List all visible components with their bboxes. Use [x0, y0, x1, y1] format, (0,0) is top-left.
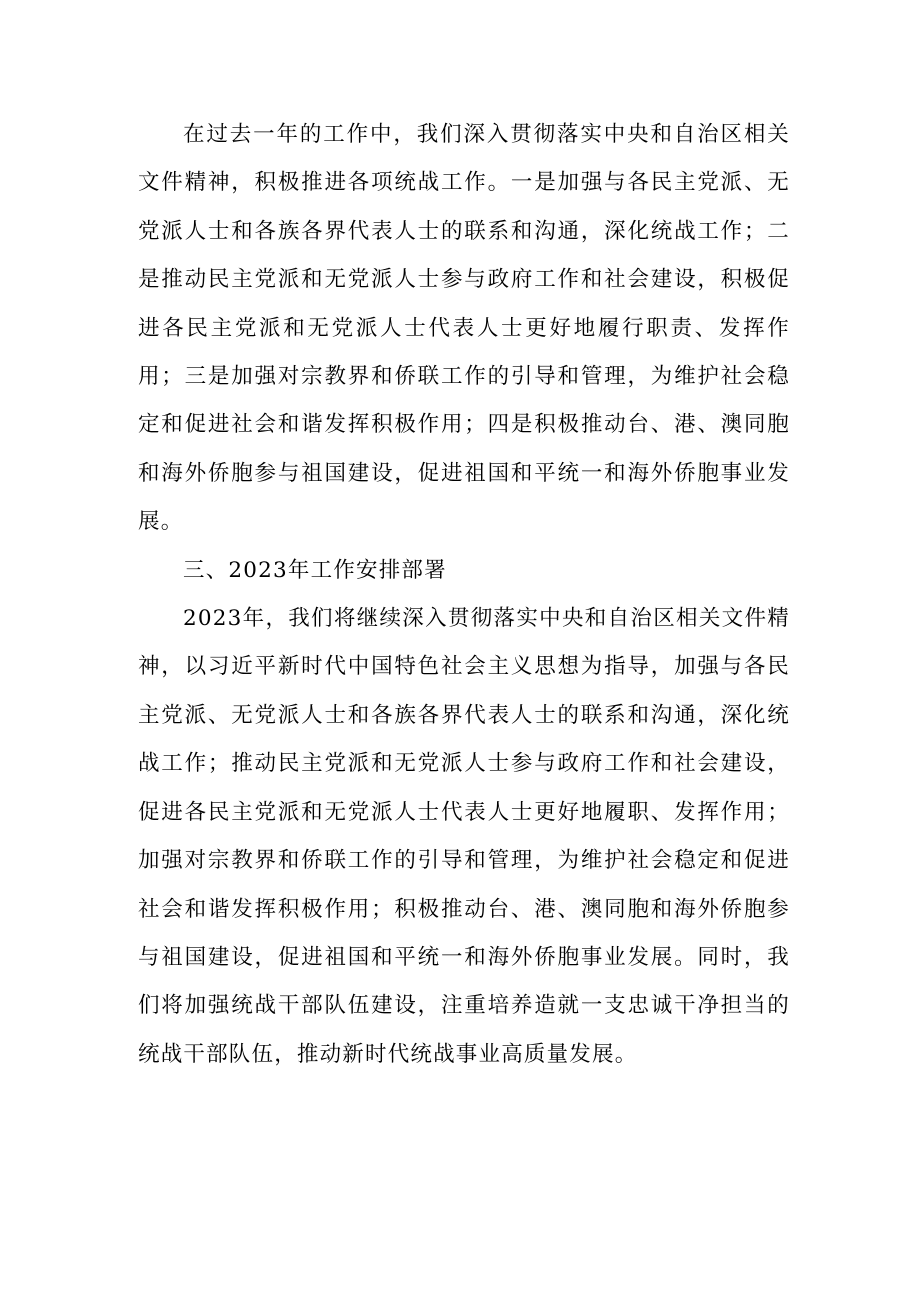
- paragraph-work-plan: 2023年，我们将继续深入贯彻落实中央和自治区相关文件精神，以习近平新时代中国特色社会主义思想为指导，加强与各民主党派、无党派人士和各族各界代表人士的联系和沟通，深化统战工作；推动民主党派和无党派人士参与政府工作和社会建设，促进各民主党派和无党派人士代表人士更好地履职、发挥作用；加强对宗教界和侨联工作的引导和管理，为维护社会稳定和促进社会和谐发挥积极作用；积极推动台、港、澳同胞和海外侨胞参与祖国建设，促进祖国和平统一和海外侨胞事业发展。同时，我们将加强统战干部队伍建设，注重培养造就一支忠诚干净担当的统战干部队伍，推动新时代统战事业高质量发展。: [138, 606, 790, 1067]
- paragraph-work-review: 在过去一年的工作中，我们深入贯彻落实中央和自治区相关文件精神，积极推进各项统战工作。一是加强与各民主党派、无党派人士和各族各界代表人士的联系和沟通，深化统战工作；二是推动民主党派和无党派人士参与政府工作和社会建设，积极促进各民主党派和无党派人士代表人士更好地履行职责、发挥作用；三是加强对宗教界和侨联工作的引导和管理，为维护社会稳定和促进社会和谐发挥积极作用；四是积极推动台、港、澳同胞和海外侨胞参与祖国建设，促进祖国和平统一和海外侨胞事业发展。: [138, 122, 790, 535]
- section-heading: 三、2023年工作安排部署: [183, 557, 447, 583]
- document-body: [138, 111, 790, 1079]
